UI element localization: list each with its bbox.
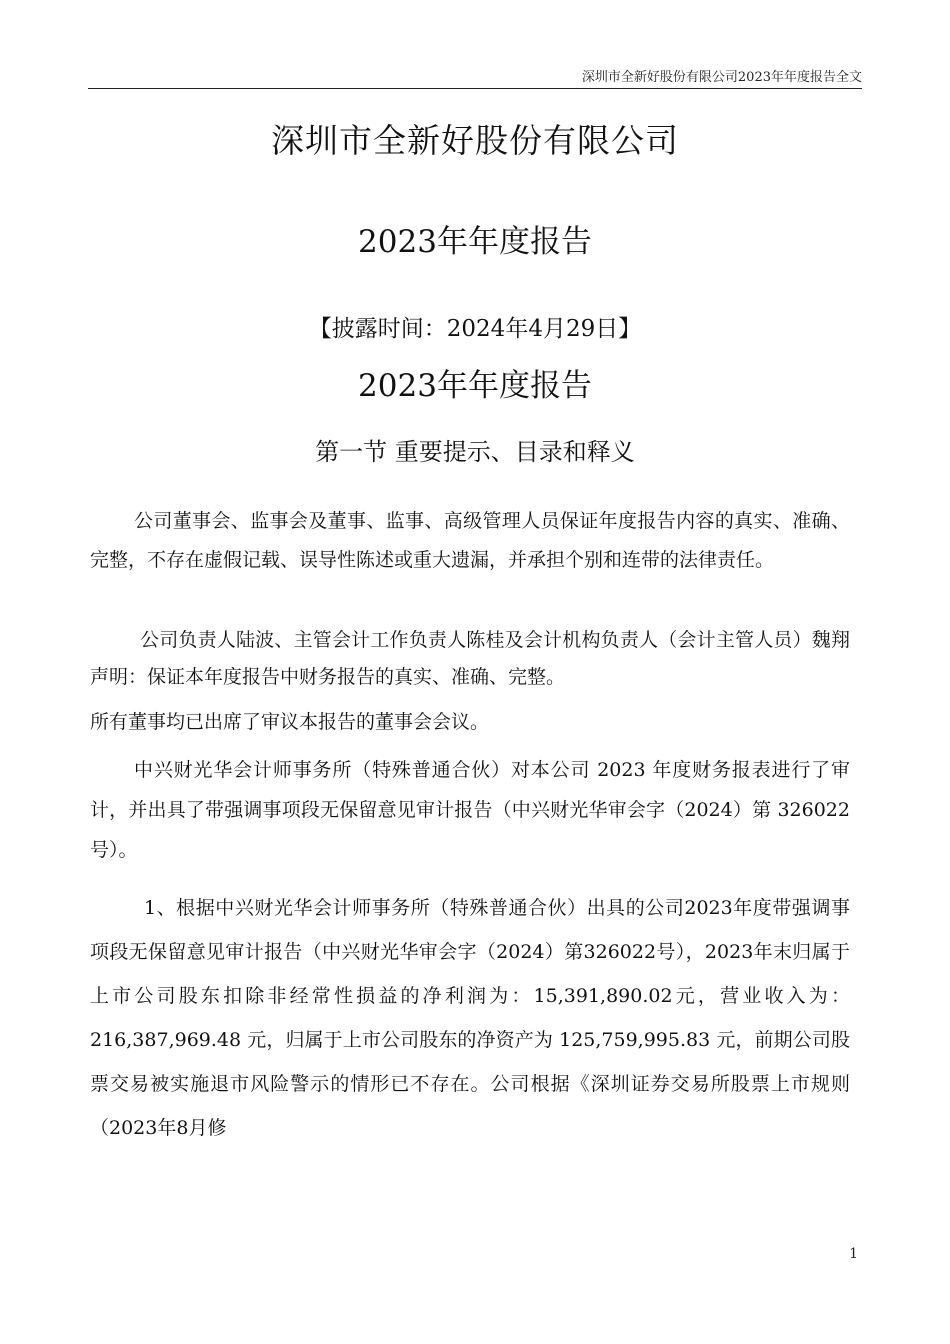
page-number: 1 (849, 1246, 858, 1262)
report-title-repeat: 2023年年度报告 (358, 368, 592, 404)
paragraph-responsible-persons: 公司负责人陆波、主管会计工作负责人陈桂及会计机构负责人（会计主管人员）魏翔声明：保证本年度报告中财务报告的真实、准确、完整。 (90, 629, 850, 688)
running-header: 深圳市全新好股份有限公司2023年年度报告全文 (581, 70, 862, 85)
disclosure-date: 【披露时间：2024年4月29日】 (308, 316, 642, 342)
paragraph-audit-opinion: 中兴财光华会计师事务所（特殊普通合伙）对本公司 2023 年度财务报表进行了审计，并出具了带强调事项段无保留意见审计报告（中兴财光华审会字（2024）第 326022 号）。 (90, 759, 850, 861)
paragraph-financial-results: 1、根据中兴财光华会计师事务所（特殊普通合伙）出具的公司2023年度带强调事项段无保留意见审计报告（中兴财光华审会字（2024）第326022号），2023年末归属于上市公司股东扣除非经常性损益的净利润为：15,391,890.02元，营业收入为：216,387,969.48 元，归属于上市公司股东的净资产为 125,759,995.83 元，前期公司股票交易被实施退市风险警示的情形已不存在。公司根据《深圳证券交易所股票上市规则（2023年8月修 (90, 897, 850, 1139)
company-name: 深圳市全新好股份有限公司 (271, 121, 679, 160)
section-heading: 第一节 重要提示、目录和释义 (315, 438, 635, 466)
report-title: 2023年年度报告 (358, 224, 592, 260)
paragraph-board-guarantee: 公司董事会、监事会及董事、监事、高级管理人员保证年度报告内容的真实、准确、完整，不存在虚假记载、误导性陈述或重大遗漏，并承担个别和连带的法律责任。 (90, 510, 850, 571)
header-rule (88, 88, 862, 89)
paragraph-directors-attendance: 所有董事均已出席了审议本报告的董事会会议。 (90, 711, 490, 733)
